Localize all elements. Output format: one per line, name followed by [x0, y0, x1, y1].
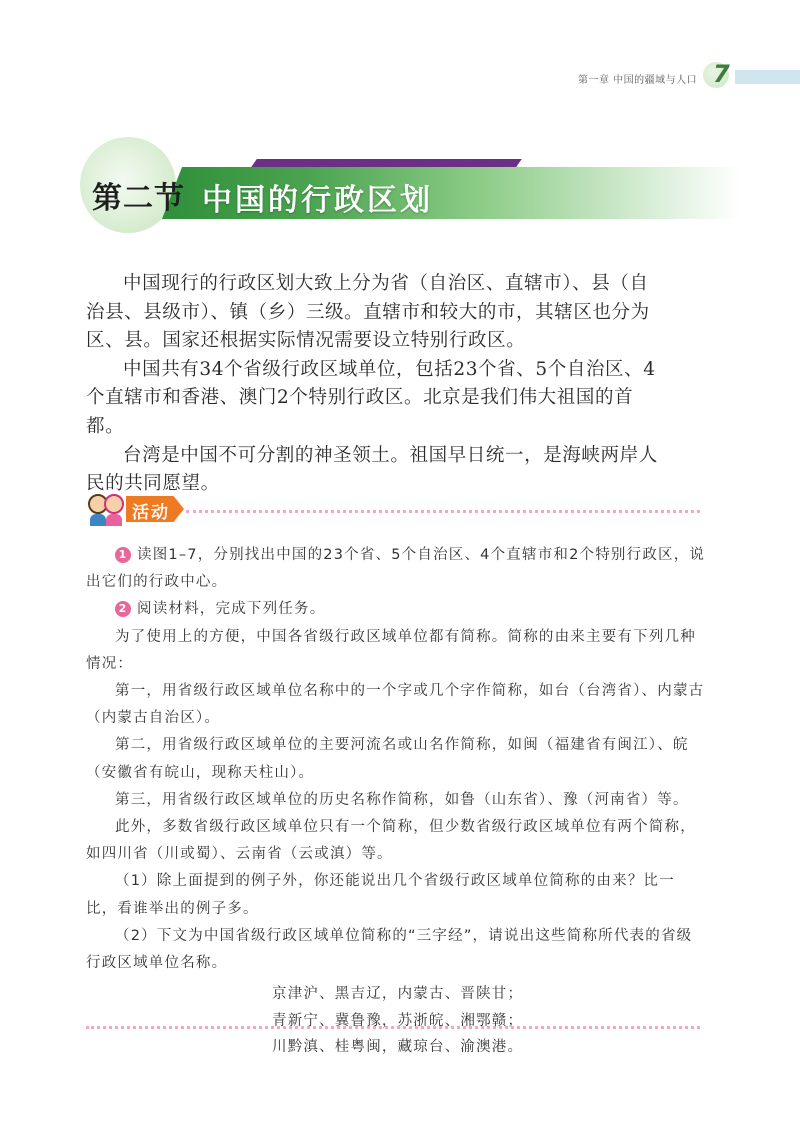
- activity-content: [86, 542, 706, 1060]
- rhyme-line: 京津沪、黑吉辽，内蒙古、晋陕甘；: [272, 986, 524, 1003]
- section-banner: [84, 145, 740, 225]
- activity-label: 活动: [132, 503, 170, 523]
- running-header: [540, 60, 800, 90]
- page-number: 7: [713, 60, 730, 88]
- rhyme-line: 川黔滇、桂粤闽，藏琼台、渝澳港。: [272, 1039, 524, 1056]
- question-1: （1）除上面提到的例子外，你还能说出几个省级行政区域单位简称的由来？比一比，看谁举出的例子多。: [86, 873, 675, 917]
- material-paragraph: 第二，用省级行政区域单位的主要河流名或山名作简称，如闽（福建省有闽江）、皖（安徽省有皖山，现称天柱山）。: [86, 737, 689, 781]
- task-text: 阅读材料，完成下列任务。: [137, 601, 326, 618]
- dotted-divider: [86, 1026, 700, 1029]
- activity-task-2: [86, 596, 706, 623]
- paragraph: 台湾是中国不可分割的神圣领土。祖国早日统一，是海峡两岸人民的共同愿望。: [86, 444, 658, 495]
- number-badge: 2: [115, 601, 131, 617]
- material-paragraph: 此外，多数省级行政区域单位只有一个简称，但少数省级行政区域单位有两个简称，如四川省（川或蜀）、云南省（云或滇）等。: [86, 819, 696, 863]
- dotted-divider: [186, 510, 700, 513]
- question-2: （2）下文为中国省级行政区域单位简称的“三字经”，请说出这些简称所代表的省级行政区域单位名称。: [86, 927, 693, 972]
- number-badge: 1: [115, 547, 131, 563]
- abbreviation-rhyme: [86, 981, 706, 1060]
- section-label: 第二节: [92, 181, 185, 216]
- rhyme-line: 青新宁、冀鲁豫，苏浙皖、湘鄂赣；: [272, 1012, 524, 1029]
- paragraph: 中国共有34个省级行政区域单位，包括23个省、5个自治区、4个直辖市和香港、澳门2个特别行政区。北京是我们伟大祖国的首都。: [86, 358, 656, 437]
- material-paragraph: 为了使用上的方便，中国各省级行政区域单位都有简称。简称的由来主要有下列几种情况：: [86, 628, 696, 672]
- section-title: 中国的行政区划: [202, 183, 433, 218]
- activity-task-1: [86, 542, 706, 596]
- children-icon: [88, 492, 124, 526]
- material-paragraph: 第三，用省级行政区域单位的历史名称作简称，如鲁（山东省）、豫（河南省）等。: [115, 791, 689, 808]
- main-text: [86, 270, 666, 499]
- task-text: 读图1–7，分别找出中国的23个省、5个自治区、4个直辖市和2个特别行政区，说出它们的行政中心。: [86, 547, 706, 591]
- chapter-title: 第一章 中国的疆域与人口: [578, 75, 698, 86]
- material-paragraph: 第一，用省级行政区域单位名称中的一个字或几个字作简称，如台（台湾省）、内蒙古（内蒙古自治区）。: [86, 683, 705, 727]
- paragraph: 中国现行的行政区划大致上分为省（自治区、直辖市）、县（自治县、县级市）、镇（乡）三级。直辖市和较大的市，其辖区也分为区、县。国家还根据实际情况需要设立特别行政区。: [86, 273, 650, 352]
- banner-purple-stripe: [251, 159, 522, 167]
- header-accent-bar: [735, 70, 800, 84]
